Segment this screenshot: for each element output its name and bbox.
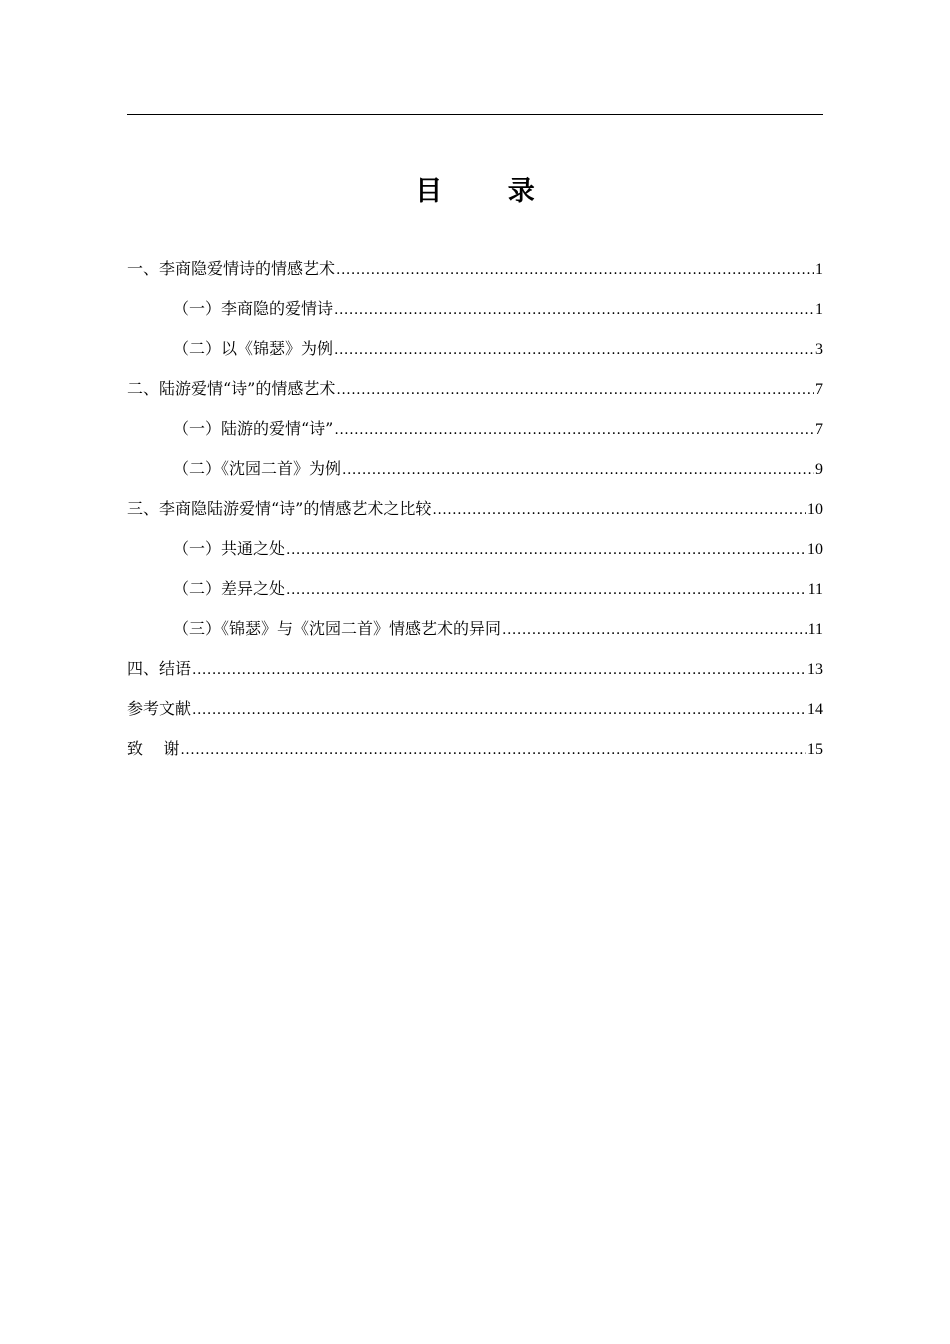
toc-list <box>127 249 823 769</box>
toc-entry-page: 15 <box>807 741 823 758</box>
toc-dot-leader <box>334 410 814 450</box>
toc-entry-page: 10 <box>807 501 823 518</box>
toc-dot-leader <box>334 290 814 330</box>
toc-entry-label: （二）差异之处 <box>173 579 286 598</box>
toc-entry-page: 1 <box>815 261 823 278</box>
toc-entry-label: （一）共通之处 <box>173 539 286 558</box>
toc-dot-leader <box>336 370 814 410</box>
toc-entry-page: 14 <box>807 701 823 718</box>
toc-entry-page: 3 <box>815 341 823 358</box>
toc-entry-2[interactable] <box>127 369 823 409</box>
toc-entry-label: 参考文献 <box>127 699 192 718</box>
toc-entry-label: （二）以《锦瑟》为例 <box>173 339 334 358</box>
toc-entry-label: 四、结语 <box>127 659 192 678</box>
toc-entry-page: 11 <box>807 581 823 598</box>
toc-entry-1-2[interactable] <box>127 329 823 369</box>
toc-dot-leader <box>342 450 814 490</box>
toc-entry-1[interactable] <box>127 249 823 289</box>
toc-entry-3-1[interactable] <box>127 529 823 569</box>
toc-entry-4[interactable] <box>127 649 823 689</box>
toc-entry-2-1[interactable] <box>127 409 823 449</box>
toc-entry-1-1[interactable] <box>127 289 823 329</box>
toc-title: 目 录 <box>415 176 563 207</box>
toc-entry-2-2[interactable] <box>127 449 823 489</box>
toc-entry-label: （三）《锦瑟》与《沈园二首》情感艺术的异同 <box>173 619 502 638</box>
toc-dot-leader <box>432 490 806 530</box>
toc-entry-label: 二、陆游爱情“诗”的情感艺术 <box>127 379 336 398</box>
toc-entry-references[interactable] <box>127 689 823 729</box>
toc-dot-leader <box>286 530 806 570</box>
toc-entry-3-3[interactable] <box>127 609 823 649</box>
toc-entry-3-2[interactable] <box>127 569 823 609</box>
toc-dot-leader <box>286 570 807 610</box>
toc-entry-acknowledgements[interactable] <box>127 729 823 769</box>
toc-dot-leader <box>334 330 814 370</box>
toc-entry-label: 一、李商隐爱情诗的情感艺术 <box>127 259 336 278</box>
toc-dot-leader <box>192 690 806 730</box>
toc-dot-leader <box>336 250 814 290</box>
toc-dot-leader <box>502 610 807 650</box>
toc-entry-page: 13 <box>807 661 823 678</box>
toc-entry-page: 11 <box>807 621 823 638</box>
toc-entry-page: 10 <box>807 541 823 558</box>
toc-entry-label: 三、李商隐陆游爱情“诗”的情感艺术之比较 <box>127 499 432 518</box>
toc-entry-label: （一）李商隐的爱情诗 <box>173 299 334 318</box>
toc-dot-leader <box>180 730 806 770</box>
toc-entry-label: 致 谢 <box>127 739 180 758</box>
toc-entry-3[interactable] <box>127 489 823 529</box>
toc-dot-leader <box>192 650 806 690</box>
toc-entry-label: （二）《沈园二首》为例 <box>173 459 342 478</box>
toc-entry-label: （一）陆游的爱情“诗” <box>173 419 334 438</box>
toc-entry-page: 9 <box>815 461 823 478</box>
toc-entry-page: 7 <box>815 421 823 438</box>
toc-entry-page: 7 <box>815 381 823 398</box>
header-rule <box>127 114 823 115</box>
toc-entry-page: 1 <box>815 301 823 318</box>
